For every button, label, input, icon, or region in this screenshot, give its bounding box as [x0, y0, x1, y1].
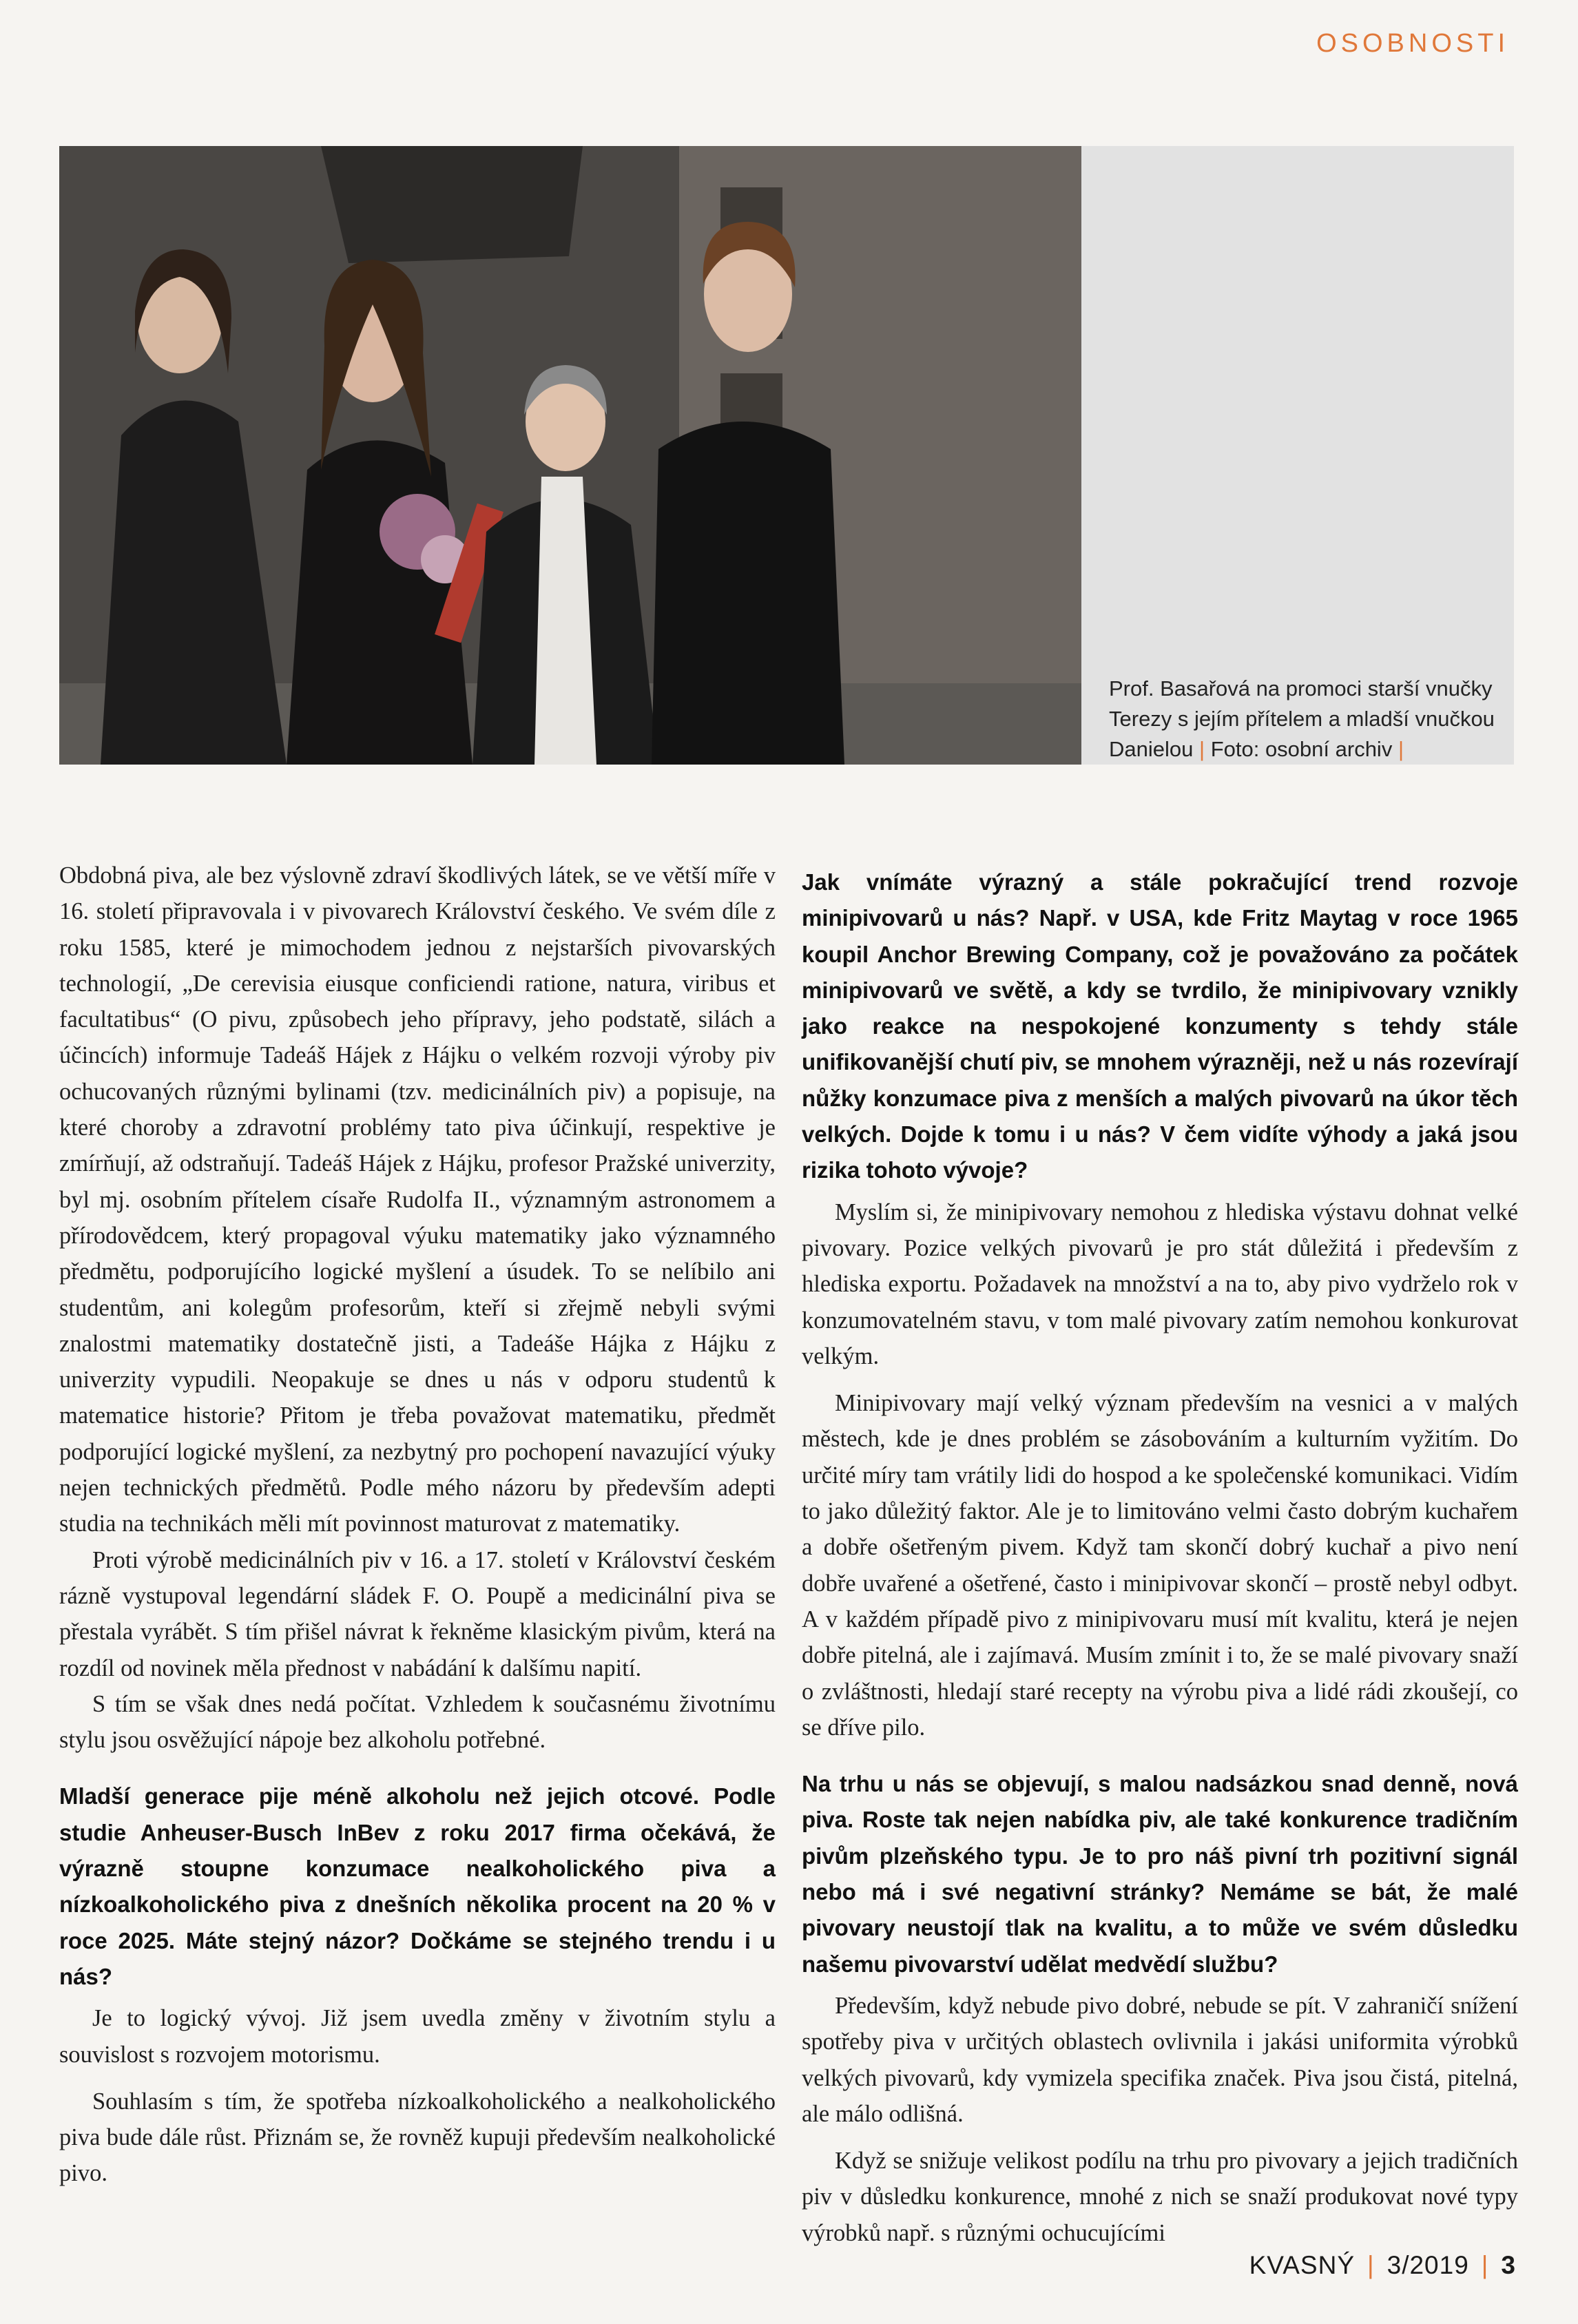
paragraph: Souhlasím s tím, že spotřeba nízkoalkoholického a nealkoholického piva bude dále růst. Přiznám se, že rovněž kupuji především nealkoholické pivo.: [59, 2088, 776, 2187]
photo-person-4: [652, 422, 844, 765]
interview-question: Jak vnímáte výrazný a stále pokračující trend rozvoje minipivovarů u nás? Např. v USA, kde Fritz Maytag v roce 1965 koupil Anchor Brewing Company, což je považováno za počátek minipivovarů ve světě, a kdy se tvrdilo, že minipivovary vznikly jako reakce na nespokojené konzumenty s tehdy stále unifikovanější chutí piv, se mnohem výrazněji, než u nás rozevírají nůžky konzumace piva z menších a malých pivovarů na úkor těch velkých. Dojde k tomu i u nás? V čem vidíte výhody a jaká jsou rizika tohoto vývoje?: [802, 869, 1518, 1183]
paragraph: Obdobná piva, ale bez výslovně zdraví škodlivých látek, se ve větší míře v 16. století připravovala i v pivovarech Království českého. Ve svém díle z roku 1585, které je mimochodem jednou z nejstarších pivovarských technologií, „De cerevisia eiusque conficiendi ratione, natura, viribus et facultatibus“ (O pivu, způsobech jeho přípravy, jeho podstatě, silách a účincích) informuje Tadeáš Hájek z Hájku o velkém rozvoji výroby piv ochucovaných různými bylinami (tzv. medicinálních piv) a popisuje, na které choroby a zdravotní problémy tato piva účinkují, respektive je zmírňují, až odstraňují. Tadeáš Hájek z Hájku, profesor Pražské univerzity, byl mj. osobním přítelem císaře Rudolfa II., významným astronomem a přírodovědcem, který propagoval výuku matematiky jako významného předmětu, podporujícího logické myšlení a úsudek. To se nelíbilo ani studentům, ani kolegům profesorům, kteří si zřejmě nebyli svými znalostmi matematiky dostatečně jisti, a Tadeáše Hájka z Hájku z univerzity vypudili. Neopakuje se dnes u nás v odporu studentů k matematice historie? Přitom je třeba považovat matematiku, předmět podporující logické myšlení, za nezbytný pro pochopení navazující výuky nejen technických předmětů. Podle mého názoru by především adepti studia na technikách měli mít povinnost maturovat z matematiky.: [59, 862, 776, 1537]
interview-question: Na trhu u nás se objevují, s malou nadsázkou snad denně, nová piva. Roste tak nejen nabídka piv, ale také konkurence tradičním pivům plzeňského typu. Je to pro náš pivní trh pozitivní signál nebo má i své negativní stránky? Nemáme se bát, že malé pivovary neustojí tlak na kvalitu, a to může ve svém důsledku našemu pivovarství udělat medvědí službu?: [802, 1771, 1518, 1977]
footer-separator: |: [1481, 2251, 1489, 2279]
paragraph: Myslím si, že minipivovary nemohou z hlediska výstavu dohnat velké pivovary. Pozice velkých pivovarů je pro stát důležitá i především z hlediska exportu. Požadavek na množství a na to, aby pivo vydrželo rok v konzumovatelném stavu, v tom malé pivovary zatím nemohou konkurovat velkým.: [802, 1199, 1518, 1369]
right-column: [802, 864, 1518, 2251]
page-number: 3: [1501, 2251, 1516, 2279]
paragraph: Především, když nebude pivo dobré, nebude se pít. V zahraničí snížení spotřeby piva v určitých oblastech ovlivnila i jakási uniformita výrobků velkých pivovarů, kdy vymizela specifika značek. Piva jsou čistá, pitelná, ale málo odlišná.: [802, 1992, 1518, 2127]
issue-number: 3/2019: [1387, 2251, 1469, 2279]
caption-separator: |: [1199, 737, 1205, 761]
paragraph: Je to logický vývoj. Již jsem uvedla změny v životním stylu a souvislost s rozvojem motorismu.: [59, 2005, 776, 2068]
footer-separator: |: [1367, 2251, 1375, 2279]
paragraph: Proti výrobě medicinálních piv v 16. a 17. století v Království českém rázně vystupoval legendární sládek F. O. Poupě a medicinální piva se přestala vyrábět. S tím přišel návrat k řekněme klasickým pivům, která na rozdíl od novinek měla přednost v nabádání k dalšímu napití.: [59, 1546, 776, 1681]
section-label: OSOBNOSTI: [1316, 29, 1509, 58]
photo-statue: [321, 146, 583, 263]
caption-credit: Foto: osobní archiv: [1210, 737, 1393, 761]
caption-text: Prof. Basařová na promoci starší vnučky Terezy s jejím přítelem a mladší vnučkou Danielou: [1109, 676, 1495, 761]
paragraph: Minipivovary mají velký význam především na vesnici a v malých městech, kde je dnes problém se zásobováním a kulturním vyžitím. Do určité míry tam vrátily lidi do hospod a ke společenské komunikaci. Vidím to jako důležitý faktor. Ale je to limitováno velmi často dobrým kuchařem a dobře ošetřeným pivem. Když tam skončí dobrý kuchař a pivo není dobře uvařené a ošetřené, často i minipivovar skončí – prostě nebyl odbyt. A v každém případě pivo z minipivovaru musí mít kvalitu, která je nejen dobře pitelná, ale i zajímavá. Musím zmínit i to, že se malé pivovary snaží o zvláštnosti, hledají staré recepty na výrobu piva a lidé rádi zkoušejí, co se dříve pilo.: [802, 1390, 1518, 1741]
photo-person-2: [287, 440, 473, 765]
left-column: [59, 858, 776, 2192]
caption-separator: |: [1398, 737, 1404, 761]
photo-caption: [1109, 674, 1508, 765]
interview-question: Mladší generace pije méně alkoholu než jejich otcové. Podle studie Anheuser-Busch InBev z roku 2017 firma očekává, že výrazně stoupne konzumace nealkoholického piva a nízkoalkoholického piva z dnešních několika procent na 20 % v roce 2025. Máte stejný názor? Dočkáme se stejného trendu i u nás?: [59, 1783, 776, 1989]
magazine-name: KVASNÝ: [1249, 2251, 1355, 2279]
paragraph: S tím se však dnes nedá počítat. Vzhledem k současnému životnímu stylu jsou osvěžující nápoje bez alkoholu potřebné.: [59, 1690, 776, 1754]
photo: [59, 146, 1081, 765]
page-footer: [1249, 2251, 1516, 2280]
photo-right-panel: [1081, 146, 1514, 765]
paragraph: Když se snižuje velikost podílu na trhu pro pivovary a jejich tradičních piv v důsledku konkurence, mnohé z nich se snaží produkovat nové typy výrobků např. s různými ochucujícími: [802, 2148, 1518, 2246]
photo-illustration: [59, 146, 1081, 765]
